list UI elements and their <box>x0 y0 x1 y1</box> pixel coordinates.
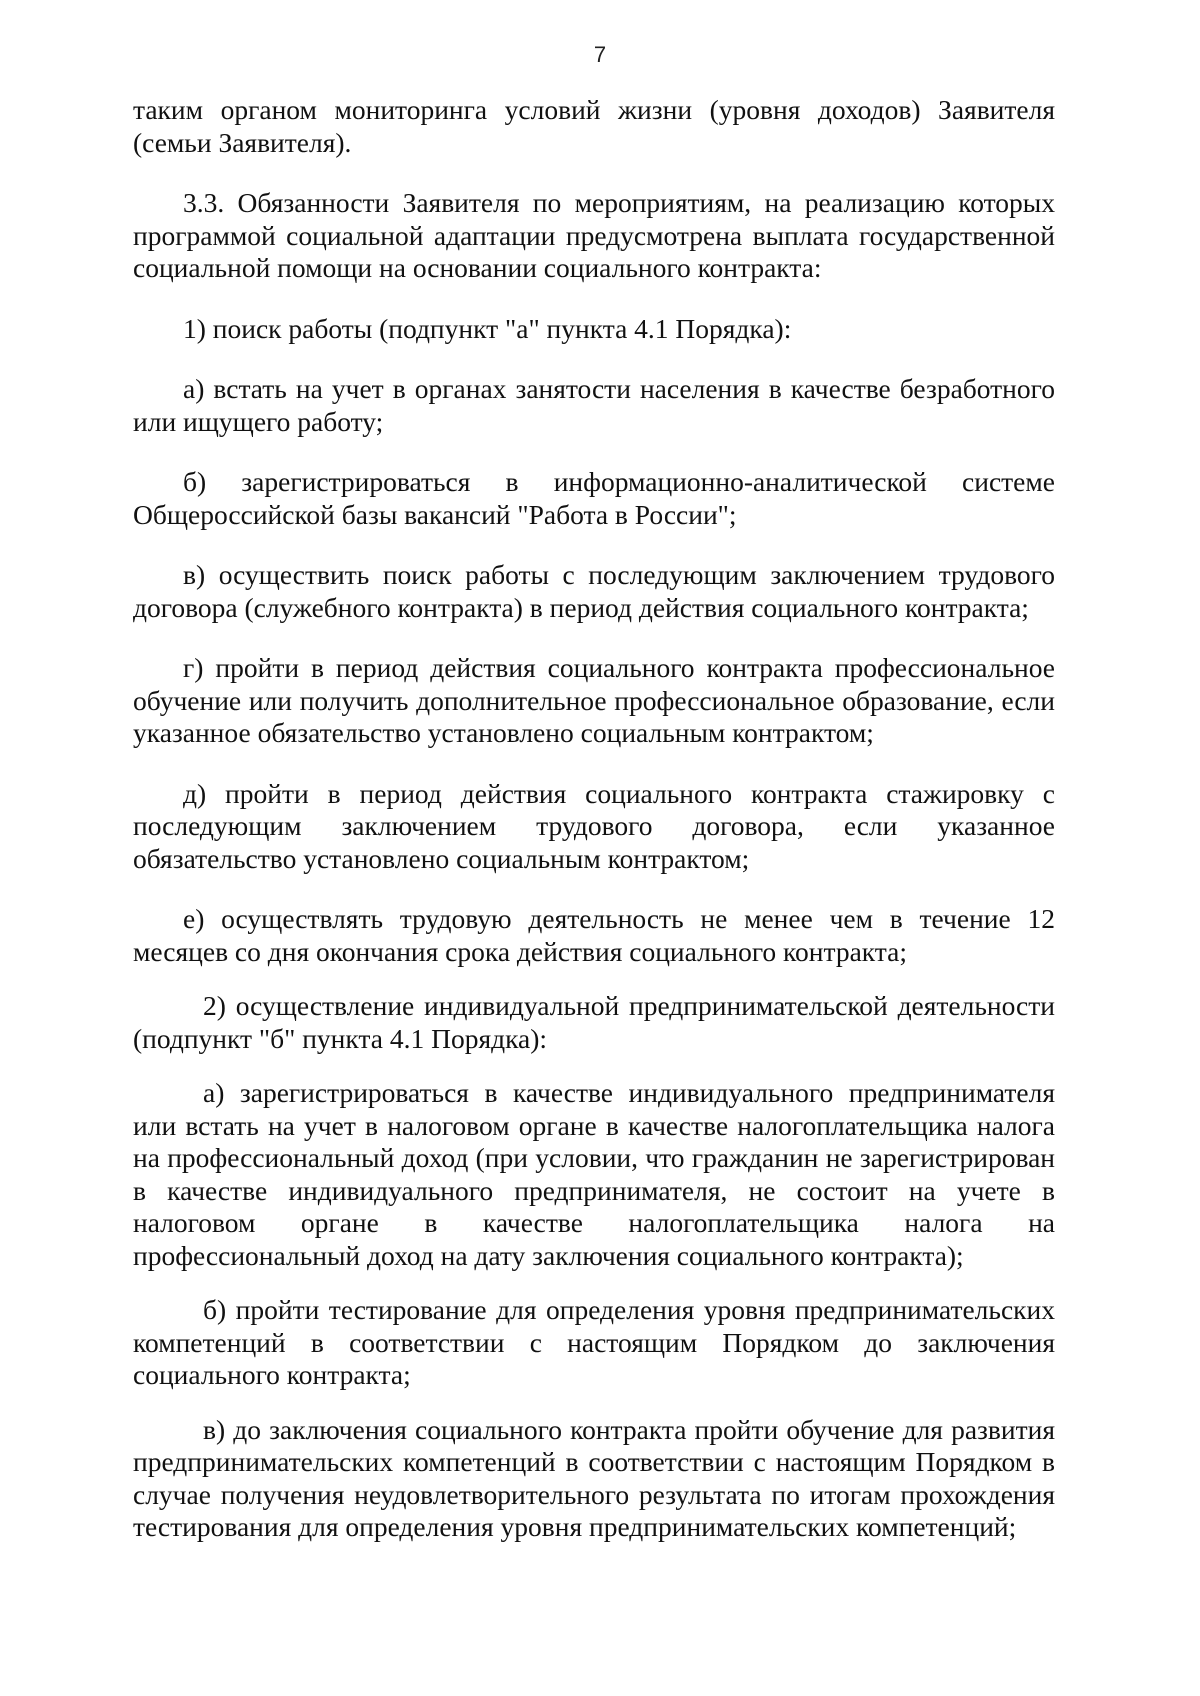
paragraph-item-2v: в) до заключения социального контракта пройти обучение для развития предпринимательских компетенций в соответствии с настоящим Порядком в случае получения неудовлетворительного результата по итогам прохождения тестирования для определения уровня предпринимательских компетенций; <box>133 1413 1055 1542</box>
paragraph-item-1: 1) поиск работы (подпункт "а" пункта 4.1 Порядка): <box>183 312 792 344</box>
paragraph-section-3-3: 3.3. Обязанности Заявителя по мероприятиям, на реализацию которых программой социальной адаптации предусмотрена выплата государственной социальной помощи на основании социального контракта: <box>133 187 1055 283</box>
paragraph-item-1d: д) пройти в период действия социального контракта стажировку с последующим заключением трудового договора, если указанное обязательство установлено социальным контрактом; <box>133 777 1055 874</box>
paragraph-item-1e: е) осуществлять трудовую деятельность не менее чем в течение 12 месяцев со дня окончания срока действия социального контракта; <box>133 903 1055 967</box>
paragraph-item-2a: а) зарегистрироваться в качестве индивидуального предпринимателя или встать на учет в налоговом органе в качестве налогоплательщика налога на профессиональный доход (при условии, что гражданин не зарегистрирован в качестве индивидуального предпринимателя, не состоит на учете в налоговом органе в качестве налогоплательщика налога на профессиональный доход на дату заключения социального контракта); <box>133 1077 1055 1271</box>
paragraph-item-1b: б) зарегистрироваться в информационно-аналитической системе Общероссийской базы вакансий "Работа в России"; <box>133 466 1055 530</box>
paragraph-item-2b: б) пройти тестирование для определения уровня предпринимательских компетенций в соответствии с настоящим Порядком до заключения социального контракта; <box>133 1294 1055 1390</box>
paragraph-continuation: таким органом мониторинга условий жизни (уровня доходов) Заявителя (семьи Заявителя). <box>133 94 1055 158</box>
paragraph-item-2: 2) осуществление индивидуальной предпринимательской деятельности (подпункт "б" пункта 4.1 Порядка): <box>133 990 1055 1054</box>
paragraph-item-1g: г) пройти в период действия социального контракта профессиональное обучение или получить дополнительное профессиональное образование, если указанное обязательство установлено социальным контрактом; <box>133 652 1055 748</box>
paragraph-item-1v: в) осуществить поиск работы с последующим заключением трудового договора (служебного контракта) в период действия социального контракта; <box>133 559 1055 623</box>
paragraph-item-1a: а) встать на учет в органах занятости населения в качестве безработного или ищущего работу; <box>133 373 1055 437</box>
page-number: 7 <box>593 42 607 67</box>
document-body <box>133 94 1055 1566</box>
